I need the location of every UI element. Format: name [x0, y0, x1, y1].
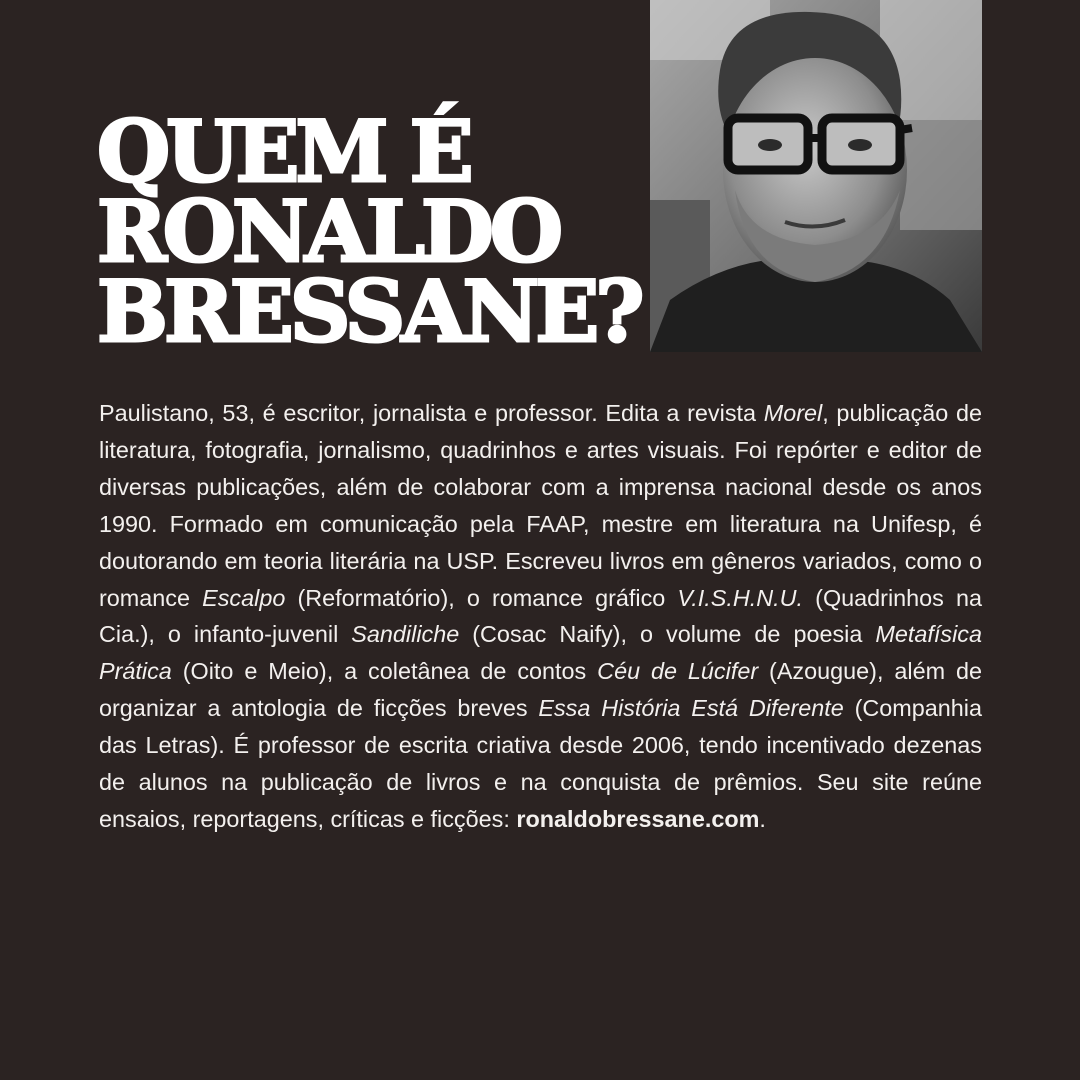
bio-text: .	[759, 805, 766, 832]
title-line-2: RONALDO	[97, 182, 560, 281]
author-portrait-illustration	[650, 0, 982, 352]
bio-text: (Quadrinhos na Cia.), o infanto-juvenil	[99, 584, 983, 648]
book-title-metafisica-pratica: Metafísica Prática	[99, 621, 983, 685]
book-title-ceu-de-lucifer: Céu de Lúcifer	[597, 658, 759, 685]
website-link[interactable]: ronaldobressane.com	[516, 805, 760, 832]
bio-text: (Reformatório), o romance gráfico	[285, 584, 678, 611]
bio-text: Paulistano, 53, é escritor, jornalista e professor. Edita a revista	[99, 400, 764, 426]
bio-text: (Azougue), além de organizar a antologia de ficções breves	[99, 658, 982, 722]
bio-text: (Cosac Naify), o volume de poesia	[459, 621, 876, 648]
bio-text: (Oito e Meio), a coletânea de contos	[171, 658, 598, 685]
title-line-3: BRESSANE?	[97, 262, 641, 361]
title-line-1: QUEM É	[97, 102, 470, 201]
book-title-escalpo: Escalpo	[202, 584, 286, 611]
book-title-morel: Morel	[763, 400, 823, 426]
book-title-essa-historia: Essa História Está Diferente	[538, 695, 844, 722]
bio-paragraph	[99, 395, 982, 838]
bio-text: , publicação de literatura, fotografia, jornalismo, quadrinhos e artes visuais. Foi repórter e editor de diversas publicações, além de colaborar com a imprensa nacional desde os anos 1990. Formado em comunicação pela FAAP, mestre em literatura na Unifesp, é doutorando em teoria literária na USP. Escreveu livros em gêneros variados, como o romance	[99, 400, 982, 611]
book-title-vishnu: V.I.S.H.N.U.	[677, 584, 804, 611]
bio-text: (Companhia das Letras). É professor de escrita criativa desde 2006, tendo incentivado dezenas de alunos na publicação de livros e na conquista de prêmios. Seu site reúne ensaios, reportagens, críticas e ficções:	[99, 695, 983, 832]
page-title	[97, 102, 641, 361]
author-photo	[650, 0, 982, 352]
book-title-sandiliche: Sandiliche	[351, 621, 460, 648]
